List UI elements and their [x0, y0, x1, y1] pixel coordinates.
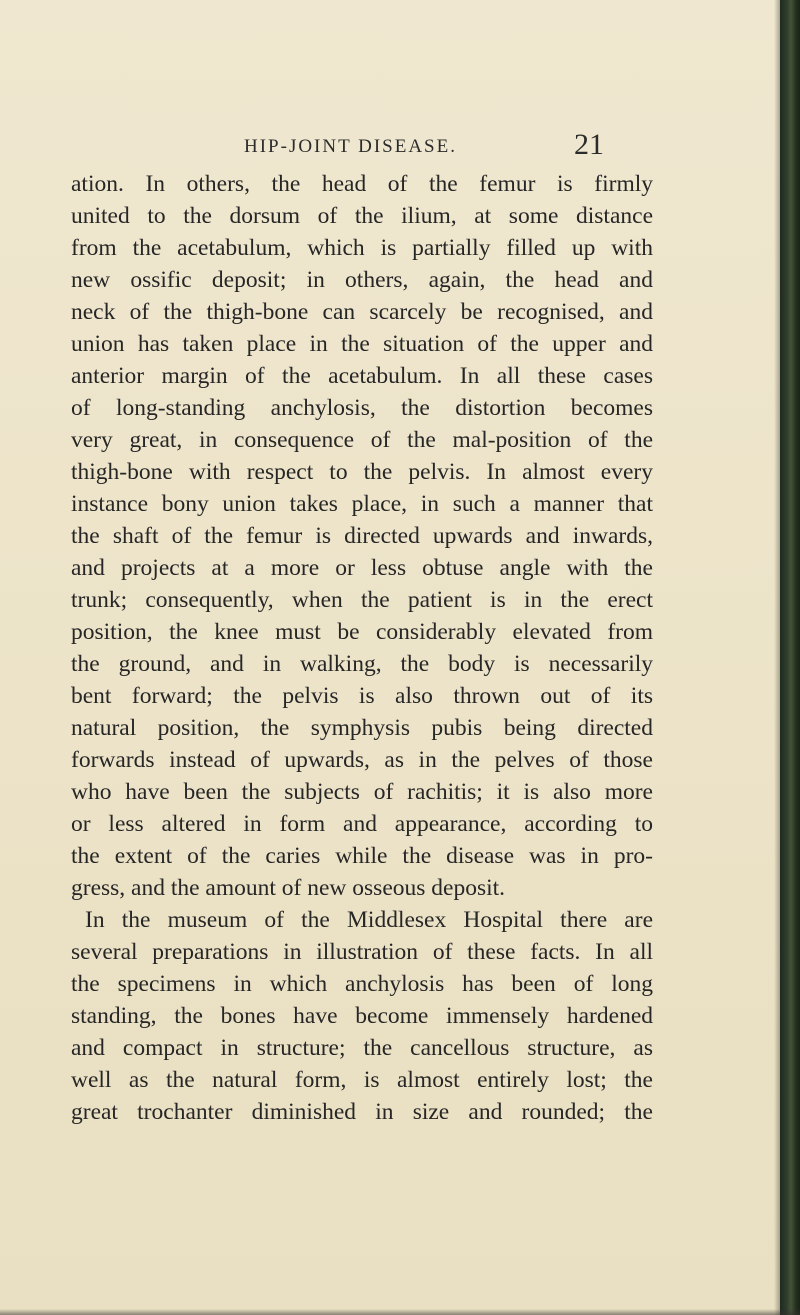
text-line: and projects at a more or less obtuse angle with the — [71, 555, 653, 581]
text-line: very great, in consequence of the mal-position of the — [71, 427, 653, 453]
text-line: the ground, and in walking, the body is necessarily — [71, 651, 653, 677]
text-line: forwards instead of upwards, as in the pelves of those — [71, 747, 653, 773]
text-line: and compact in structure; the cancellous structure, as — [71, 1035, 653, 1061]
body-text — [71, 168, 653, 1128]
text-line: thigh-bone with respect to the pelvis. In almost every — [71, 459, 653, 485]
running-head: HIP-JOINT DISEASE. — [244, 136, 457, 157]
text-line: trunk; consequently, when the patient is in the erect — [71, 587, 653, 613]
text-line: well as the natural form, is almost entirely lost; the — [71, 1067, 653, 1093]
text-line: In the museum of the Middlesex Hospital there are — [85, 907, 653, 933]
text-line: instance bony union takes place, in such a manner that — [71, 491, 653, 517]
page-bottom-edge — [0, 1309, 800, 1315]
text-line: ation. In others, the head of the femur is firmly — [71, 171, 653, 197]
text-line: great trochanter diminished in size and rounded; the — [71, 1099, 653, 1125]
text-line: the extent of the caries while the disease was in pro- — [71, 843, 653, 869]
text-line: the specimens in which anchylosis has been of long — [71, 971, 653, 997]
text-line: natural position, the symphysis pubis being directed — [71, 715, 653, 741]
text-line: bent forward; the pelvis is also thrown out of its — [71, 683, 653, 709]
text-line: neck of the thigh-bone can scarcely be recognised, and — [71, 299, 653, 325]
page-number: 21 — [574, 128, 604, 161]
book-binding — [780, 0, 800, 1315]
text-line: new ossific deposit; in others, again, the head and — [71, 267, 653, 293]
text-line: several preparations in illustration of these facts. In all — [71, 939, 653, 965]
text-line: from the acetabulum, which is partially filled up with — [71, 235, 653, 261]
text-line: gress, and the amount of new osseous deposit. — [71, 875, 506, 901]
text-line: united to the dorsum of the ilium, at some distance — [71, 203, 653, 229]
text-line: anterior margin of the acetabulum. In all these cases — [71, 363, 653, 389]
page-header — [244, 128, 604, 168]
text-line: of long-standing anchylosis, the distortion becomes — [71, 395, 653, 421]
text-line: or less altered in form and appearance, according to — [71, 811, 653, 837]
text-line: who have been the subjects of rachitis; it is also more — [71, 779, 653, 805]
text-line: union has taken place in the situation of the upper and — [71, 331, 653, 357]
text-line: the shaft of the femur is directed upwards and inwards, — [71, 523, 653, 549]
text-line: standing, the bones have become immensely hardened — [71, 1003, 653, 1029]
text-line: position, the knee must be considerably elevated from — [71, 619, 653, 645]
